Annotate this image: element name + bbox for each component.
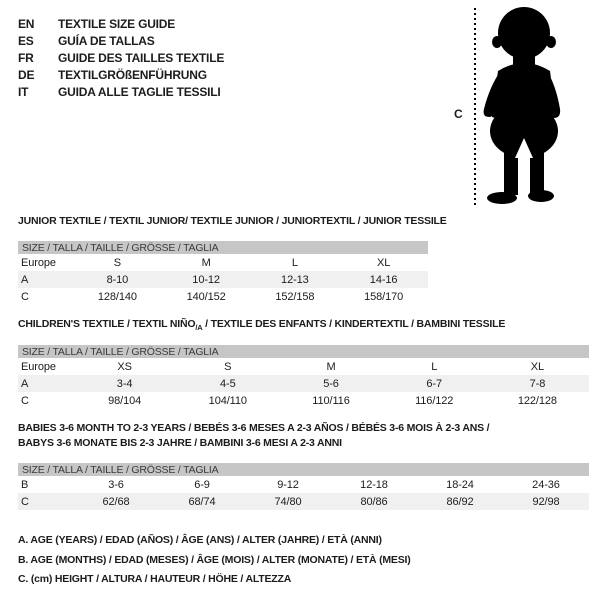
size-cell: 6-9: [194, 478, 210, 491]
language-code: FR: [18, 50, 34, 65]
language-title: TEXTILGRÖßENFÜHRUNG: [58, 67, 207, 82]
babies-size-header-bar: [18, 463, 589, 476]
children-title-subscript: /A: [195, 323, 203, 333]
language-code: DE: [18, 67, 35, 82]
row-label: C: [21, 290, 29, 303]
table-row: [18, 358, 589, 375]
size-cell: 74/80: [274, 495, 302, 508]
size-cell: 68/74: [188, 495, 216, 508]
size-header-label: SIZE / TALLA / TAILLE / GRÖSSE / TAGLIA: [22, 241, 219, 254]
size-cell: 18-24: [446, 478, 474, 491]
children-title-prefix: CHILDREN'S TEXTILE / TEXTIL NIÑO: [18, 318, 196, 330]
size-cell: 152/158: [275, 290, 315, 303]
babies-size-table: [18, 463, 589, 510]
row-label: A: [21, 377, 29, 390]
size-cell: 8-10: [106, 273, 129, 286]
size-cell: 9-12: [277, 478, 299, 491]
size-cell: M: [326, 360, 336, 373]
babies-title-line2: BABYS 3-6 MONATE BIS 2-3 JAHRE / BAMBINI 3-6 MESI A 2-3 ANNI: [18, 437, 342, 449]
row-label: C: [21, 495, 29, 508]
size-header-label: SIZE / TALLA / TAILLE / GRÖSSE / TAGLIA: [22, 345, 219, 358]
size-cell: 14-16: [369, 273, 398, 286]
language-row-it: [18, 83, 224, 100]
size-cell: 158/170: [364, 290, 404, 303]
size-cell: 110/116: [312, 394, 350, 407]
table-row: [18, 288, 428, 305]
junior-section-title: JUNIOR TEXTILE / TEXTIL JUNIOR/ TEXTILE JUNIOR / JUNIORTEXTIL / JUNIOR TESSILE: [18, 215, 447, 227]
size-cell: XL: [376, 256, 391, 269]
size-cell: 24-36: [532, 478, 560, 491]
size-cell: 98/104: [108, 394, 142, 407]
height-measure-label: C: [454, 107, 463, 121]
babies-title-line1: BABIES 3-6 MONTH TO 2-3 YEARS / BEBÉS 3-6 MESES A 2-3 AÑOS / BÉBÉS 3-6 MOIS À 2-3 ANS /: [18, 422, 490, 434]
table-row: [18, 271, 428, 288]
size-cell: 3-6: [108, 478, 124, 491]
size-cell: 12-18: [360, 478, 388, 491]
size-cell: 7-8: [529, 377, 546, 390]
row-label: C: [21, 394, 29, 407]
table-row: [18, 476, 589, 493]
children-section-title: [18, 318, 505, 332]
footnote-a: A. AGE (YEARS) / EDAD (AÑOS) / ÂGE (ANS) / ALTER (JAHRE) / ETÀ (ANNI): [18, 534, 382, 546]
size-cell: 104/110: [208, 394, 247, 407]
size-cell: 5-6: [323, 377, 339, 390]
babies-section-title: [18, 421, 489, 451]
size-cell: L: [431, 360, 438, 373]
footnote-b: B. AGE (MONTHS) / EDAD (MESES) / ÂGE (MOIS) / ALTER (MONATE) / ETÀ (MESI): [18, 553, 411, 566]
language-title: GUÍA DE TALLAS: [58, 33, 155, 48]
footnotes: [18, 531, 411, 590]
language-list: [18, 15, 224, 100]
footnote-c: C. (cm) HEIGHT / ALTURA / HAUTEUR / HÖHE / ALTEZZA: [18, 573, 292, 585]
junior-size-header-bar: [18, 241, 428, 254]
table-row: [18, 493, 589, 510]
size-cell: S: [224, 360, 232, 373]
size-cell: XS: [117, 360, 132, 373]
language-row-de: [18, 66, 224, 83]
language-row-fr: [18, 49, 224, 66]
table-row: [18, 375, 589, 392]
children-size-header-bar: [18, 345, 589, 358]
table-row: [18, 392, 589, 409]
language-code: ES: [18, 33, 34, 48]
language-row-es: [18, 32, 224, 49]
size-cell: 10-12: [192, 273, 220, 286]
language-code: EN: [18, 16, 35, 31]
language-row-en: [18, 15, 224, 32]
language-title: GUIDA ALLE TAGLIE TESSILI: [58, 84, 221, 99]
size-cell: 128/140: [97, 290, 137, 303]
size-cell: 3-4: [116, 377, 133, 390]
size-cell: 12-13: [281, 273, 309, 286]
size-cell: 92/98: [532, 495, 560, 508]
size-cell: 6-7: [426, 377, 443, 390]
row-label: Europe: [21, 256, 56, 269]
table-row: [18, 254, 428, 271]
row-label: A: [21, 273, 29, 286]
language-code: IT: [18, 84, 29, 99]
size-cell: M: [201, 256, 211, 269]
size-cell: XL: [530, 360, 545, 373]
height-measure-dashed-line: [474, 8, 476, 208]
size-cell: 86/92: [446, 495, 474, 508]
size-cell: 116/122: [415, 394, 454, 407]
size-cell: 122/128: [517, 394, 557, 407]
language-title: GUIDE DES TAILLES TEXTILE: [58, 50, 225, 65]
size-cell: L: [291, 256, 298, 269]
row-label: B: [21, 478, 29, 491]
children-size-table: [18, 345, 589, 409]
size-cell: 62/68: [102, 495, 130, 508]
row-label: Europe: [21, 360, 56, 373]
size-cell: 4-5: [220, 377, 236, 390]
toddler-silhouette-icon: [480, 5, 570, 207]
children-title-suffix: / TEXTILE DES ENFANTS / KINDERTEXTIL / BAMBINI TESSILE: [202, 318, 506, 330]
size-header-label: SIZE / TALLA / TAILLE / GRÖSSE / TAGLIA: [22, 463, 219, 476]
size-cell: S: [113, 256, 121, 269]
junior-size-table: [18, 241, 428, 305]
size-cell: 140/152: [186, 290, 226, 303]
language-title: TEXTILE SIZE GUIDE: [58, 16, 176, 31]
size-cell: 80/86: [360, 495, 388, 508]
